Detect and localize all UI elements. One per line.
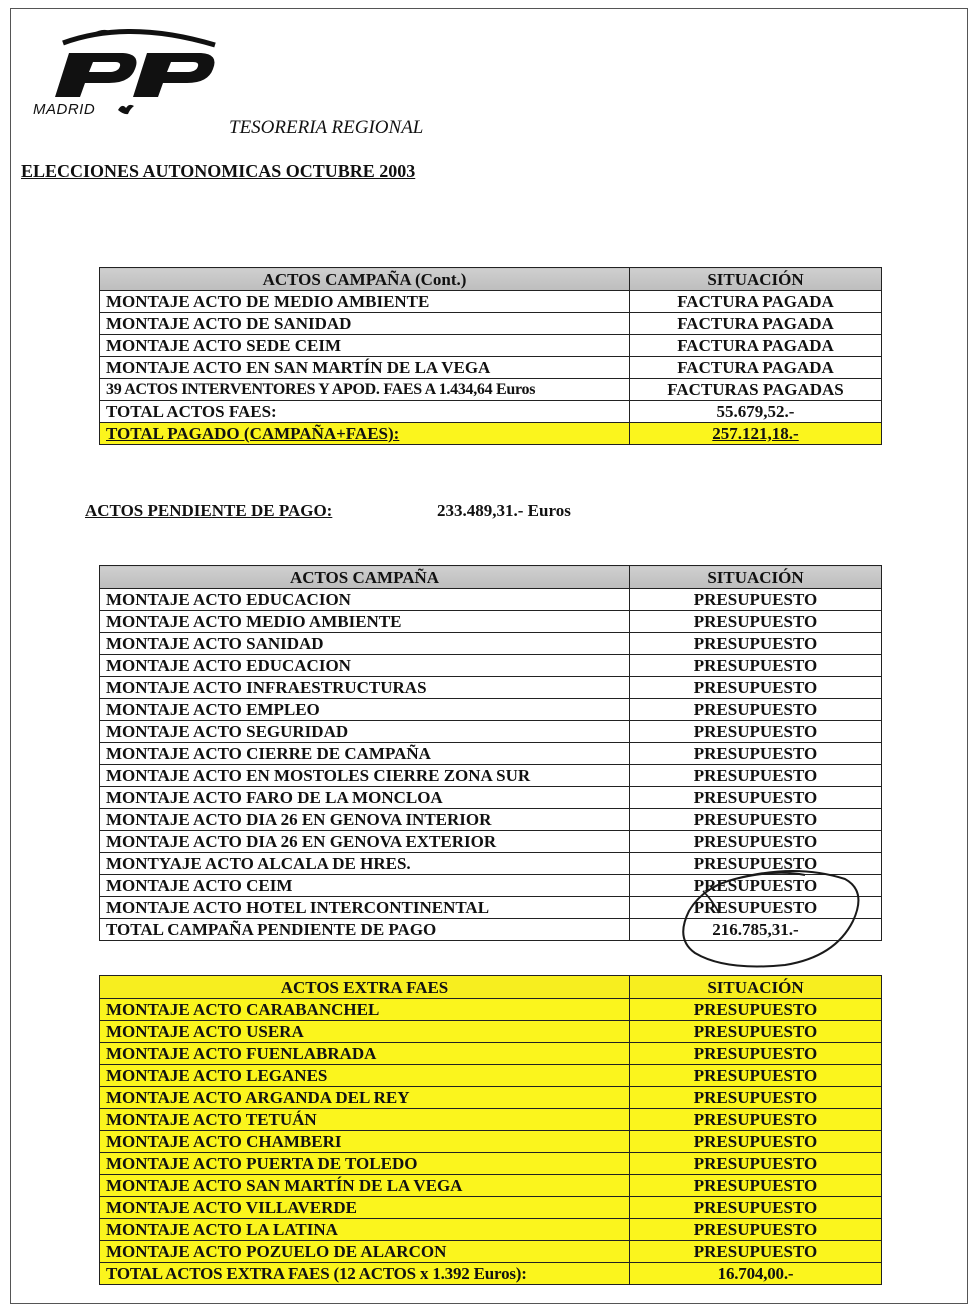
row-description: MONTAJE ACTO EDUCACION [100,655,630,677]
table-header-row [100,976,882,999]
table-row [100,313,882,335]
row-status: FACTURA PAGADA [630,291,882,313]
total-value: 16.704,00.- [630,1263,882,1285]
row-status: PRESUPUESTO [630,633,882,655]
table-header-row [100,566,882,589]
table-row [100,1109,882,1131]
row-description: MONTAJE ACTO FUENLABRADA [100,1043,630,1065]
pending-amount: 233.489,31.- Euros [437,501,571,520]
row-status: PRESUPUESTO [630,1087,882,1109]
row-status: PRESUPUESTO [630,1153,882,1175]
row-description: MONTAJE ACTO DIA 26 EN GENOVA EXTERIOR [100,831,630,853]
row-description: MONTAJE ACTO CARABANCHEL [100,999,630,1021]
pp-madrid-logo [33,23,233,127]
table-row [100,1197,882,1219]
table-row [100,1241,882,1263]
row-description: MONTAJE ACTO DIA 26 EN GENOVA INTERIOR [100,809,630,831]
tesoreria-heading: TESORERIA REGIONAL [229,117,424,138]
row-status: PRESUPUESTO [630,1219,882,1241]
pending-summary [85,501,571,521]
row-description: MONTAJE ACTO SANIDAD [100,633,630,655]
table-row [100,1219,882,1241]
row-description: MONTAJE ACTO CHAMBERI [100,1131,630,1153]
row-status: PRESUPUESTO [630,875,882,897]
table-row [100,357,882,379]
table-row [100,379,882,401]
table-row [100,999,882,1021]
row-status: FACTURA PAGADA [630,357,882,379]
row-status: PRESUPUESTO [630,1175,882,1197]
row-status: PRESUPUESTO [630,1021,882,1043]
table-row [100,787,882,809]
column-header-situacion: SITUACIÓN [630,976,882,999]
row-status: PRESUPUESTO [630,897,882,919]
table-row [100,699,882,721]
table-header-row [100,268,882,291]
row-description: MONTAJE ACTO VILLAVERDE [100,1197,630,1219]
table-row [100,853,882,875]
table-grand-total-row [100,423,882,445]
row-description: MONTAJE ACTO LEGANES [100,1065,630,1087]
table-row [100,291,882,313]
row-description: MONTAJE ACTO FARO DE LA MONCLOA [100,787,630,809]
column-header-actos: ACTOS EXTRA FAES [100,976,630,999]
table-row [100,1153,882,1175]
row-status: PRESUPUESTO [630,787,882,809]
table-total-row [100,401,882,423]
table-row [100,1131,882,1153]
pending-label: ACTOS PENDIENTE DE PAGO: [85,501,333,520]
row-status: FACTURA PAGADA [630,335,882,357]
row-description: MONTAJE ACTO PUERTA DE TOLEDO [100,1153,630,1175]
table-row [100,897,882,919]
row-description: MONTAJE ACTO SAN MARTÍN DE LA VEGA [100,1175,630,1197]
table-row [100,1087,882,1109]
total-label: TOTAL ACTOS EXTRA FAES (12 ACTOS x 1.392 Euros): [100,1263,630,1285]
row-status: PRESUPUESTO [630,1197,882,1219]
row-status: FACTURA PAGADA [630,313,882,335]
row-status: PRESUPUESTO [630,1131,882,1153]
total-label: TOTAL CAMPAÑA PENDIENTE DE PAGO [100,919,630,941]
table-row [100,1043,882,1065]
page-title: ELECCIONES AUTONOMICAS OCTUBRE 2003 [21,161,416,181]
total-value: 55.679,52.- [630,401,882,423]
table-row [100,721,882,743]
row-description: 39 ACTOS INTERVENTORES Y APOD. FAES A 1.434,64 Euros [100,379,630,401]
table-row [100,655,882,677]
total-value: 216.785,31.- [630,919,882,941]
row-description: MONTAJE ACTO EN MOSTOLES CIERRE ZONA SUR [100,765,630,787]
table-row [100,765,882,787]
table-row [100,1175,882,1197]
row-status: PRESUPUESTO [630,1241,882,1263]
table-row [100,1065,882,1087]
row-description: MONTAJE ACTO INFRAESTRUCTURAS [100,677,630,699]
column-header-situacion: SITUACIÓN [630,566,882,589]
table-row [100,677,882,699]
column-header-actos: ACTOS CAMPAÑA (Cont.) [100,268,630,291]
row-status: PRESUPUESTO [630,611,882,633]
row-description: MONTAJE ACTO CIERRE DE CAMPAÑA [100,743,630,765]
table-row [100,743,882,765]
row-description: MONTAJE ACTO SEDE CEIM [100,335,630,357]
grand-total-label: TOTAL PAGADO (CAMPAÑA+FAES): [100,423,630,445]
row-status: PRESUPUESTO [630,1109,882,1131]
row-description: MONTAJE ACTO ARGANDA DEL REY [100,1087,630,1109]
table-actos-campana-cont [99,267,882,445]
row-status: PRESUPUESTO [630,699,882,721]
table-row [100,809,882,831]
table-actos-campana [99,565,882,941]
table-row [100,589,882,611]
table-row [100,875,882,897]
row-status: PRESUPUESTO [630,677,882,699]
pp-logo-icon [33,23,233,103]
row-status: PRESUPUESTO [630,831,882,853]
row-description: MONTAJE ACTO EN SAN MARTÍN DE LA VEGA [100,357,630,379]
row-status: FACTURAS PAGADAS [630,379,882,401]
row-status: PRESUPUESTO [630,1065,882,1087]
bird-icon [117,102,135,116]
table-row [100,611,882,633]
row-description: MONTAJE ACTO LA LATINA [100,1219,630,1241]
row-status: PRESUPUESTO [630,655,882,677]
row-description: MONTYAJE ACTO ALCALA DE HRES. [100,853,630,875]
row-description: MONTAJE ACTO SEGURIDAD [100,721,630,743]
table-total-row [100,919,882,941]
row-description: MONTAJE ACTO USERA [100,1021,630,1043]
row-description: MONTAJE ACTO EMPLEO [100,699,630,721]
row-description: MONTAJE ACTO TETUÁN [100,1109,630,1131]
document-page [10,8,968,1304]
row-description: MONTAJE ACTO HOTEL INTERCONTINENTAL [100,897,630,919]
table-row [100,633,882,655]
table-actos-extra-faes [99,975,882,1285]
table-row [100,831,882,853]
logo-madrid-text: MADRID [33,101,96,118]
total-label: TOTAL ACTOS FAES: [100,401,630,423]
column-header-situacion: SITUACIÓN [630,268,882,291]
row-status: PRESUPUESTO [630,999,882,1021]
table-row [100,335,882,357]
row-description: MONTAJE ACTO DE SANIDAD [100,313,630,335]
table-row [100,1021,882,1043]
grand-total-value: 257.121,18.- [630,423,882,445]
row-description: MONTAJE ACTO MEDIO AMBIENTE [100,611,630,633]
row-status: PRESUPUESTO [630,589,882,611]
row-status: PRESUPUESTO [630,765,882,787]
row-status: PRESUPUESTO [630,809,882,831]
row-description: MONTAJE ACTO CEIM [100,875,630,897]
row-description: MONTAJE ACTO EDUCACION [100,589,630,611]
row-description: MONTAJE ACTO DE MEDIO AMBIENTE [100,291,630,313]
row-status: PRESUPUESTO [630,721,882,743]
row-description: MONTAJE ACTO POZUELO DE ALARCON [100,1241,630,1263]
row-status: PRESUPUESTO [630,1043,882,1065]
column-header-actos: ACTOS CAMPAÑA [100,566,630,589]
row-status: PRESUPUESTO [630,743,882,765]
table-total-row [100,1263,882,1285]
row-status: PRESUPUESTO [630,853,882,875]
